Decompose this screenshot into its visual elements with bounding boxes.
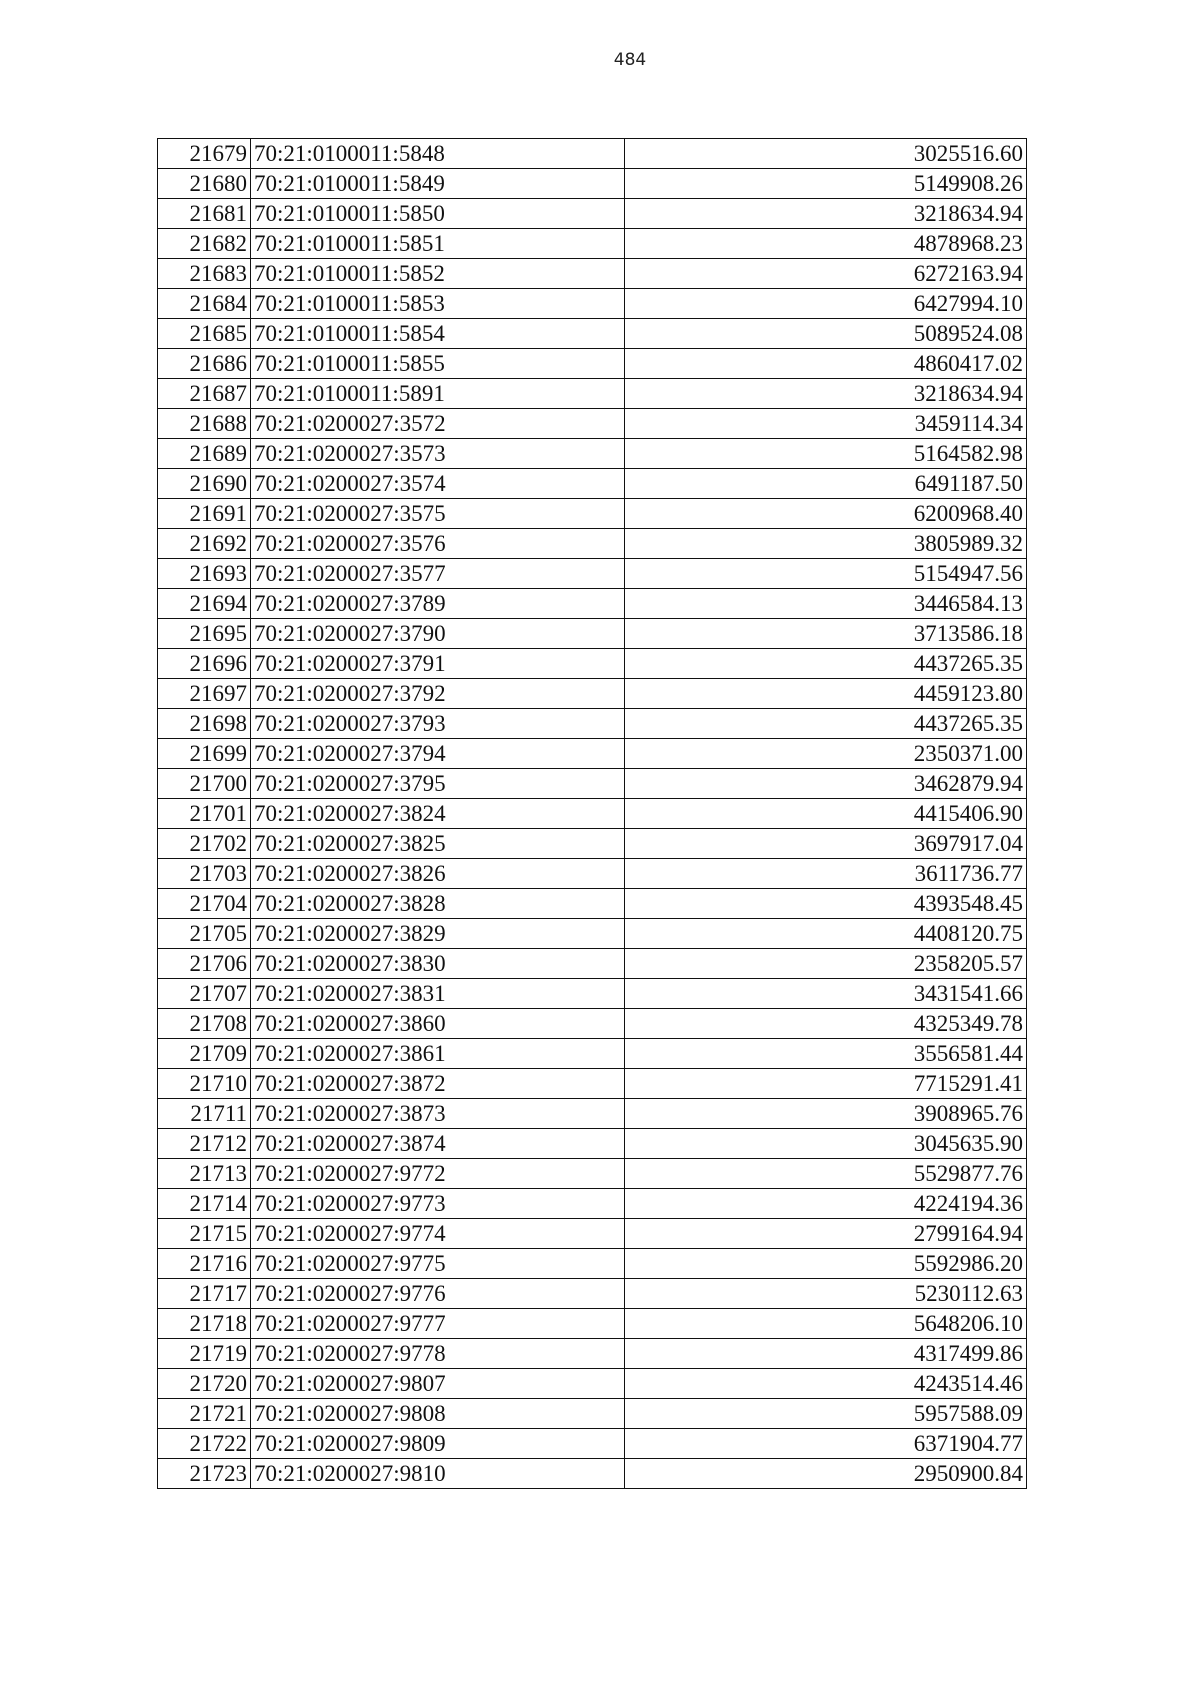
cadastral-value-cell: 3025516.60	[625, 139, 1027, 169]
cadastral-number-cell: 70:21:0200027:3830	[251, 949, 625, 979]
row-number-cell: 21708	[158, 1009, 251, 1039]
cadastral-value-cell: 3431541.66	[625, 979, 1027, 1009]
cadastral-value-cell: 6427994.10	[625, 289, 1027, 319]
row-number-cell: 21718	[158, 1309, 251, 1339]
cadastral-number-cell: 70:21:0100011:5855	[251, 349, 625, 379]
row-number-cell: 21697	[158, 679, 251, 709]
row-number-cell: 21721	[158, 1399, 251, 1429]
table-row	[158, 229, 1027, 259]
cadastral-value-table	[157, 138, 1027, 1489]
row-number-cell: 21723	[158, 1459, 251, 1489]
table-row	[158, 589, 1027, 619]
cadastral-value-cell: 5230112.63	[625, 1279, 1027, 1309]
row-number-cell: 21679	[158, 139, 251, 169]
cadastral-value-cell: 6371904.77	[625, 1429, 1027, 1459]
table-row	[158, 949, 1027, 979]
table-row	[158, 859, 1027, 889]
cadastral-value-cell: 5149908.26	[625, 169, 1027, 199]
row-number-cell: 21689	[158, 439, 251, 469]
cadastral-value-cell: 6200968.40	[625, 499, 1027, 529]
cadastral-number-cell: 70:21:0200027:3873	[251, 1099, 625, 1129]
table-row	[158, 1339, 1027, 1369]
cadastral-number-cell: 70:21:0200027:9774	[251, 1219, 625, 1249]
table-row	[158, 379, 1027, 409]
cadastral-value-cell: 3697917.04	[625, 829, 1027, 859]
cadastral-value-cell: 4393548.45	[625, 889, 1027, 919]
table-row	[158, 1219, 1027, 1249]
table-row	[158, 1399, 1027, 1429]
table-row	[158, 679, 1027, 709]
table-row	[158, 739, 1027, 769]
table-row	[158, 1009, 1027, 1039]
table-row	[158, 889, 1027, 919]
cadastral-value-cell: 3045635.90	[625, 1129, 1027, 1159]
cadastral-value-cell: 4408120.75	[625, 919, 1027, 949]
cadastral-table-container	[157, 138, 1027, 1489]
table-row	[158, 499, 1027, 529]
table-row	[158, 439, 1027, 469]
cadastral-number-cell: 70:21:0200027:9807	[251, 1369, 625, 1399]
cadastral-value-cell: 3805989.32	[625, 529, 1027, 559]
table-row	[158, 769, 1027, 799]
cadastral-value-cell: 3462879.94	[625, 769, 1027, 799]
table-row	[158, 1309, 1027, 1339]
row-number-cell: 21722	[158, 1429, 251, 1459]
cadastral-value-cell: 5154947.56	[625, 559, 1027, 589]
cadastral-value-cell: 4224194.36	[625, 1189, 1027, 1219]
cadastral-number-cell: 70:21:0200027:9772	[251, 1159, 625, 1189]
cadastral-number-cell: 70:21:0100011:5852	[251, 259, 625, 289]
table-row	[158, 979, 1027, 1009]
cadastral-number-cell: 70:21:0200027:3829	[251, 919, 625, 949]
cadastral-number-cell: 70:21:0200027:9808	[251, 1399, 625, 1429]
cadastral-value-cell: 3908965.76	[625, 1099, 1027, 1129]
cadastral-value-cell: 5164582.98	[625, 439, 1027, 469]
table-row	[158, 259, 1027, 289]
cadastral-number-cell: 70:21:0200027:9775	[251, 1249, 625, 1279]
table-row	[158, 1069, 1027, 1099]
cadastral-value-cell: 6272163.94	[625, 259, 1027, 289]
table-row	[158, 919, 1027, 949]
cadastral-value-cell: 3611736.77	[625, 859, 1027, 889]
cadastral-number-cell: 70:21:0200027:3793	[251, 709, 625, 739]
table-row	[158, 1369, 1027, 1399]
cadastral-number-cell: 70:21:0100011:5891	[251, 379, 625, 409]
row-number-cell: 21684	[158, 289, 251, 319]
cadastral-number-cell: 70:21:0100011:5853	[251, 289, 625, 319]
row-number-cell: 21703	[158, 859, 251, 889]
cadastral-number-cell: 70:21:0200027:3575	[251, 499, 625, 529]
cadastral-number-cell: 70:21:0100011:5850	[251, 199, 625, 229]
cadastral-value-cell: 4437265.35	[625, 649, 1027, 679]
table-row	[158, 1099, 1027, 1129]
table-row	[158, 1129, 1027, 1159]
cadastral-value-cell: 6491187.50	[625, 469, 1027, 499]
table-body	[158, 139, 1027, 1489]
table-row	[158, 1459, 1027, 1489]
row-number-cell: 21709	[158, 1039, 251, 1069]
row-number-cell: 21692	[158, 529, 251, 559]
cadastral-value-cell: 3459114.34	[625, 409, 1027, 439]
row-number-cell: 21693	[158, 559, 251, 589]
cadastral-value-cell: 3713586.18	[625, 619, 1027, 649]
cadastral-value-cell: 2950900.84	[625, 1459, 1027, 1489]
table-row	[158, 199, 1027, 229]
cadastral-number-cell: 70:21:0200027:9778	[251, 1339, 625, 1369]
row-number-cell: 21707	[158, 979, 251, 1009]
cadastral-number-cell: 70:21:0200027:3825	[251, 829, 625, 859]
cadastral-value-cell: 4325349.78	[625, 1009, 1027, 1039]
cadastral-number-cell: 70:21:0200027:3861	[251, 1039, 625, 1069]
table-row	[158, 1189, 1027, 1219]
cadastral-number-cell: 70:21:0200027:9809	[251, 1429, 625, 1459]
table-row	[158, 469, 1027, 499]
cadastral-value-cell: 2799164.94	[625, 1219, 1027, 1249]
cadastral-number-cell: 70:21:0100011:5848	[251, 139, 625, 169]
cadastral-value-cell: 7715291.41	[625, 1069, 1027, 1099]
cadastral-number-cell: 70:21:0100011:5854	[251, 319, 625, 349]
cadastral-value-cell: 3218634.94	[625, 379, 1027, 409]
row-number-cell: 21680	[158, 169, 251, 199]
row-number-cell: 21699	[158, 739, 251, 769]
page-number: 484	[613, 50, 647, 70]
cadastral-value-cell: 5957588.09	[625, 1399, 1027, 1429]
cadastral-number-cell: 70:21:0100011:5849	[251, 169, 625, 199]
cadastral-number-cell: 70:21:0200027:3872	[251, 1069, 625, 1099]
row-number-cell: 21706	[158, 949, 251, 979]
table-row	[158, 709, 1027, 739]
cadastral-number-cell: 70:21:0200027:9777	[251, 1309, 625, 1339]
cadastral-number-cell: 70:21:0200027:3860	[251, 1009, 625, 1039]
table-row	[158, 619, 1027, 649]
table-row	[158, 169, 1027, 199]
cadastral-value-cell: 3556581.44	[625, 1039, 1027, 1069]
cadastral-number-cell: 70:21:0200027:3790	[251, 619, 625, 649]
cadastral-number-cell: 70:21:0200027:3831	[251, 979, 625, 1009]
row-number-cell: 21710	[158, 1069, 251, 1099]
row-number-cell: 21690	[158, 469, 251, 499]
cadastral-value-cell: 4459123.80	[625, 679, 1027, 709]
cadastral-number-cell: 70:21:0200027:9776	[251, 1279, 625, 1309]
table-row	[158, 829, 1027, 859]
row-number-cell: 21702	[158, 829, 251, 859]
table-row	[158, 559, 1027, 589]
cadastral-number-cell: 70:21:0200027:9773	[251, 1189, 625, 1219]
cadastral-value-cell: 5648206.10	[625, 1309, 1027, 1339]
cadastral-number-cell: 70:21:0200027:3795	[251, 769, 625, 799]
cadastral-number-cell: 70:21:0200027:3826	[251, 859, 625, 889]
table-row	[158, 319, 1027, 349]
row-number-cell: 21719	[158, 1339, 251, 1369]
cadastral-value-cell: 3218634.94	[625, 199, 1027, 229]
row-number-cell: 21705	[158, 919, 251, 949]
cadastral-number-cell: 70:21:0200027:3572	[251, 409, 625, 439]
cadastral-value-cell: 4415406.90	[625, 799, 1027, 829]
cadastral-value-cell: 5089524.08	[625, 319, 1027, 349]
table-row	[158, 1279, 1027, 1309]
cadastral-number-cell: 70:21:0200027:3824	[251, 799, 625, 829]
row-number-cell: 21682	[158, 229, 251, 259]
row-number-cell: 21696	[158, 649, 251, 679]
table-row	[158, 139, 1027, 169]
cadastral-value-cell: 4878968.23	[625, 229, 1027, 259]
row-number-cell: 21685	[158, 319, 251, 349]
cadastral-value-cell: 3446584.13	[625, 589, 1027, 619]
cadastral-number-cell: 70:21:0200027:3794	[251, 739, 625, 769]
row-number-cell: 21720	[158, 1369, 251, 1399]
cadastral-value-cell: 5592986.20	[625, 1249, 1027, 1279]
row-number-cell: 21704	[158, 889, 251, 919]
table-row	[158, 1249, 1027, 1279]
cadastral-value-cell: 2358205.57	[625, 949, 1027, 979]
row-number-cell: 21694	[158, 589, 251, 619]
row-number-cell: 21700	[158, 769, 251, 799]
cadastral-number-cell: 70:21:0200027:3792	[251, 679, 625, 709]
row-number-cell: 21711	[158, 1099, 251, 1129]
cadastral-value-cell: 5529877.76	[625, 1159, 1027, 1189]
row-number-cell: 21713	[158, 1159, 251, 1189]
cadastral-number-cell: 70:21:0200027:3576	[251, 529, 625, 559]
cadastral-number-cell: 70:21:0200027:3791	[251, 649, 625, 679]
cadastral-number-cell: 70:21:0200027:3573	[251, 439, 625, 469]
row-number-cell: 21717	[158, 1279, 251, 1309]
cadastral-value-cell: 4437265.35	[625, 709, 1027, 739]
row-number-cell: 21712	[158, 1129, 251, 1159]
table-row	[158, 289, 1027, 319]
row-number-cell: 21687	[158, 379, 251, 409]
row-number-cell: 21681	[158, 199, 251, 229]
row-number-cell: 21686	[158, 349, 251, 379]
cadastral-number-cell: 70:21:0200027:3789	[251, 589, 625, 619]
row-number-cell: 21715	[158, 1219, 251, 1249]
cadastral-value-cell: 4243514.46	[625, 1369, 1027, 1399]
table-row	[158, 349, 1027, 379]
cadastral-number-cell: 70:21:0200027:3574	[251, 469, 625, 499]
table-row	[158, 529, 1027, 559]
row-number-cell: 21688	[158, 409, 251, 439]
cadastral-value-cell: 2350371.00	[625, 739, 1027, 769]
row-number-cell: 21695	[158, 619, 251, 649]
cadastral-value-cell: 4860417.02	[625, 349, 1027, 379]
cadastral-number-cell: 70:21:0100011:5851	[251, 229, 625, 259]
row-number-cell: 21701	[158, 799, 251, 829]
table-row	[158, 1039, 1027, 1069]
table-row	[158, 799, 1027, 829]
row-number-cell: 21714	[158, 1189, 251, 1219]
cadastral-number-cell: 70:21:0200027:3577	[251, 559, 625, 589]
row-number-cell: 21683	[158, 259, 251, 289]
table-row	[158, 1159, 1027, 1189]
cadastral-number-cell: 70:21:0200027:3874	[251, 1129, 625, 1159]
table-row	[158, 1429, 1027, 1459]
row-number-cell: 21691	[158, 499, 251, 529]
table-row	[158, 649, 1027, 679]
row-number-cell: 21716	[158, 1249, 251, 1279]
cadastral-number-cell: 70:21:0200027:9810	[251, 1459, 625, 1489]
row-number-cell: 21698	[158, 709, 251, 739]
cadastral-value-cell: 4317499.86	[625, 1339, 1027, 1369]
table-row	[158, 409, 1027, 439]
cadastral-number-cell: 70:21:0200027:3828	[251, 889, 625, 919]
